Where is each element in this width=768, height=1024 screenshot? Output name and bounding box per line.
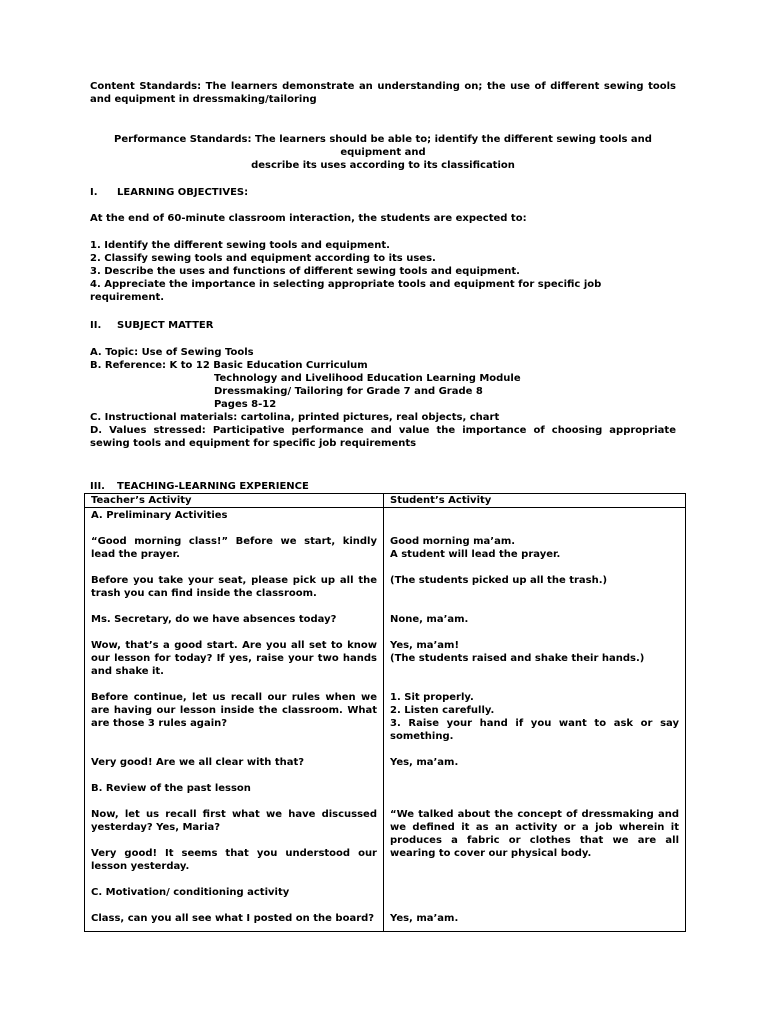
table-header-row: [85, 494, 686, 508]
teacher-line: Wow, that’s a good start. Are you all set to know our lesson for today? If yes, raise your two hands and shake it.: [91, 640, 377, 677]
section-number: II.: [90, 320, 102, 331]
review-heading: B. Review of the past lesson: [91, 783, 251, 794]
teacher-line: “Good morning class!” Before we start, kindly lead the prayer.: [91, 536, 377, 560]
reference-line: Dressmaking/ Tailoring for Grade 7 and Grade 8: [214, 386, 483, 397]
student-line: “We talked about the concept of dressmaking and we defined it as an activity or a job wherein it produces a fabric or clothes that we are all wearing to cover our physical body.: [390, 809, 679, 859]
preliminary-activities-heading: A. Preliminary Activities: [91, 510, 228, 521]
teacher-line: Ms. Secretary, do we have absences today?: [91, 614, 337, 625]
activity-table: [84, 493, 686, 932]
col-header-teacher: Teacher’s Activity: [85, 494, 384, 508]
student-activity-cell: [384, 508, 686, 932]
reference-line: Pages 8-12: [214, 399, 277, 410]
student-line: None, ma’am.: [390, 614, 469, 625]
performance-standards-line-1: Performance Standards: The learners should be able to; identify the different sewing tools and equipment and: [114, 134, 652, 158]
motivation-heading: C. Motivation/ conditioning activity: [91, 887, 290, 898]
student-line: Yes, ma’am.: [390, 757, 459, 768]
reference: B. Reference: K to 12 Basic Education Curriculum: [90, 360, 368, 371]
section-heading-subject-matter: [90, 319, 676, 332]
student-line: Yes, ma’am.: [390, 913, 459, 924]
teacher-line: Class, can you all see what I posted on the board?: [91, 913, 375, 924]
table-row: [85, 508, 686, 932]
teacher-line: Very good! It seems that you understood our lesson yesterday.: [91, 848, 377, 872]
objective-item: 3. Describe the uses and functions of different sewing tools and equipment.: [90, 266, 520, 277]
performance-standards: [90, 133, 676, 172]
instructional-materials: C. Instructional materials: cartolina, printed pictures, real objects, chart: [90, 412, 500, 423]
section-title: LEARNING OBJECTIVES:: [117, 187, 249, 198]
teacher-line: Very good! Are we all clear with that?: [91, 757, 305, 768]
teacher-line: Before continue, let us recall our rules when we are having our lesson inside the classroom. What are those 3 rules again?: [91, 692, 377, 729]
student-line: (The students picked up all the trash.): [390, 575, 608, 586]
content-standards: Content Standards: The learners demonstrate an understanding on; the use of different sewing tools and equipment in dressmaking/tailoring: [90, 81, 676, 105]
student-line: A student will lead the prayer.: [390, 549, 561, 560]
performance-standards-line-2: describe its uses according to its classification: [251, 160, 515, 171]
section-heading-teaching-learning: [90, 480, 676, 493]
teacher-line: Now, let us recall first what we have discussed yesterday? Yes, Maria?: [91, 809, 377, 833]
objectives-intro: At the end of 60-minute classroom interaction, the students are expected to:: [90, 213, 527, 224]
student-line: Good morning ma’am.: [390, 536, 516, 547]
reference-line: Technology and Livelihood Education Learning Module: [214, 373, 521, 384]
subject-matter-body: [90, 346, 676, 450]
topic: A. Topic: Use of Sewing Tools: [90, 347, 254, 358]
student-line: (The students raised and shake their hands.): [390, 653, 645, 664]
objective-item: 4. Appreciate the importance in selecting appropriate tools and equipment for specific job requirement.: [90, 279, 602, 303]
section-title: SUBJECT MATTER: [117, 320, 214, 331]
section-number: III.: [90, 481, 105, 492]
section-title: TEACHING-LEARNING EXPERIENCE: [117, 481, 309, 492]
rule-item: 1. Sit properly.: [390, 692, 474, 703]
teacher-activity-cell: [85, 508, 384, 932]
rule-item: 3. Raise your hand if you want to ask or say something.: [390, 718, 679, 742]
student-line: Yes, ma’am!: [390, 640, 460, 651]
objective-item: 2. Classify sewing tools and equipment according to its uses.: [90, 253, 436, 264]
rule-item: 2. Listen carefully.: [390, 705, 495, 716]
objective-item: 1. Identify the different sewing tools and equipment.: [90, 240, 390, 251]
col-header-student: Student’s Activity: [384, 494, 686, 508]
values-stressed: D. Values stressed: Participative performance and value the importance of choosing appropriate sewing tools and equipment for specific job requirements: [90, 425, 676, 449]
objectives-list: [90, 239, 676, 304]
section-heading-objectives: [90, 186, 676, 199]
teacher-line: Before you take your seat, please pick up all the trash you can find inside the classroom.: [91, 575, 377, 599]
section-number: I.: [90, 187, 98, 198]
